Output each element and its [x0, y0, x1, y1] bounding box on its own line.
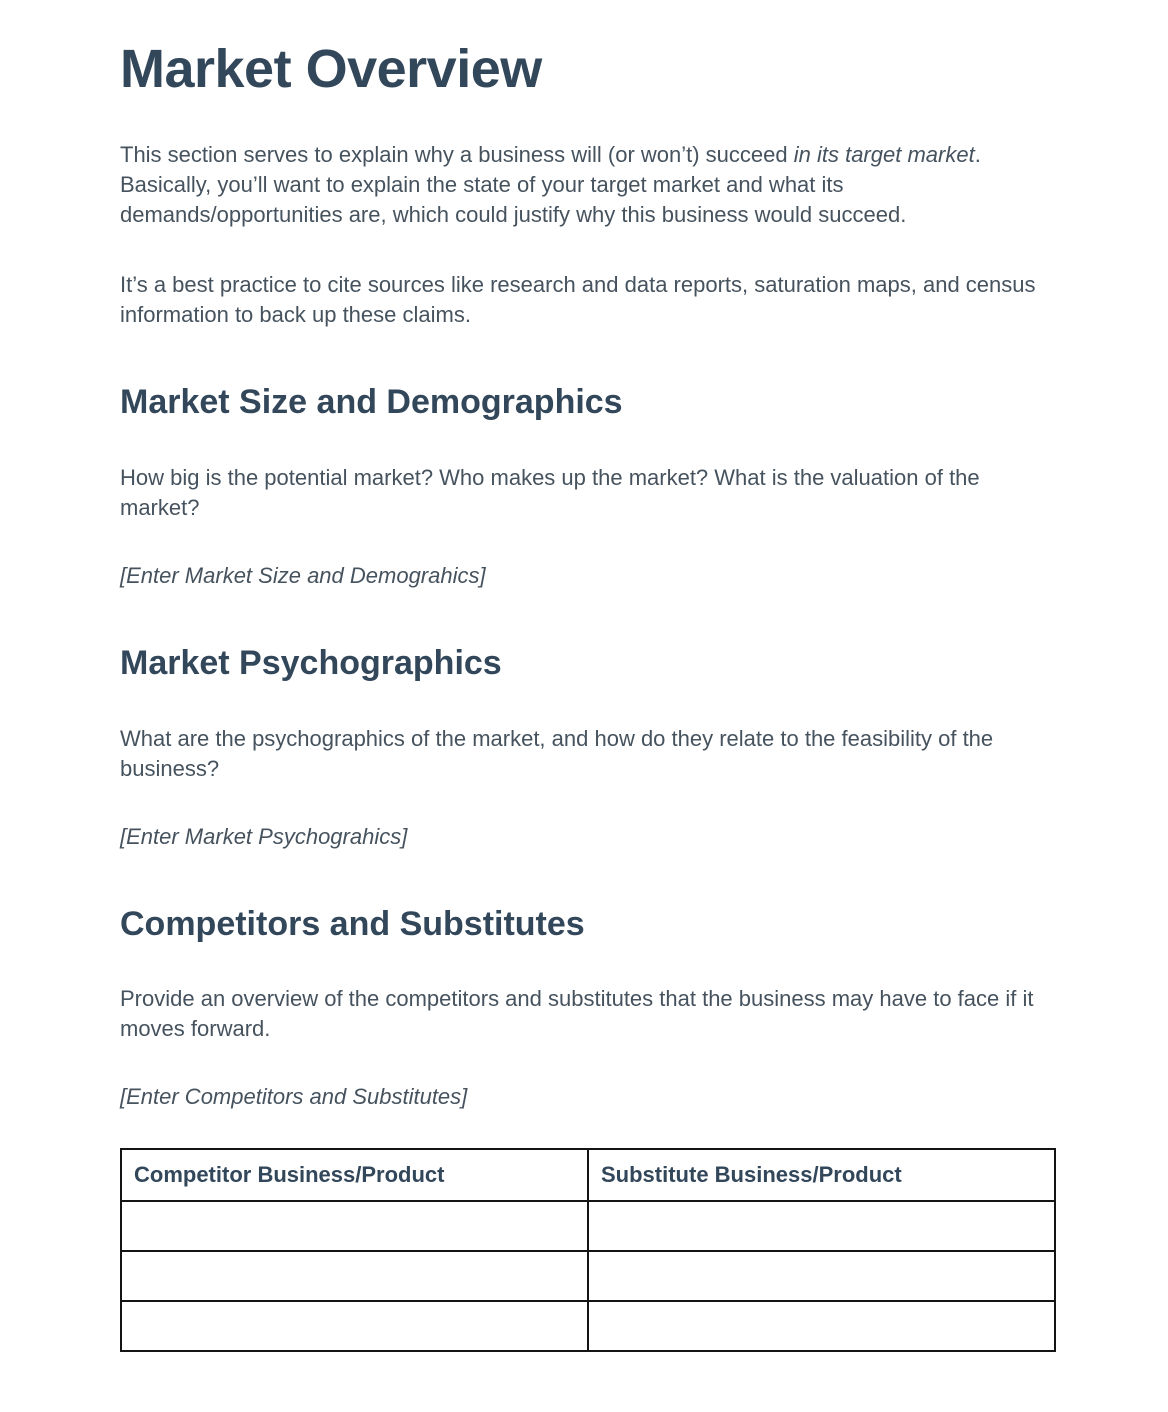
- placeholder-market-size[interactable]: [Enter Market Size and Demograhics]: [120, 562, 486, 588]
- table-empty-cell-competitor-1[interactable]: [121, 1201, 588, 1251]
- section-heading-market-size: Market Size and Demographics: [120, 383, 623, 422]
- table-empty-cell-substitute-3[interactable]: [588, 1301, 1055, 1351]
- table-empty-cell-competitor-2[interactable]: [121, 1251, 588, 1301]
- placeholder-psychographics[interactable]: [Enter Market Psychograhics]: [120, 823, 408, 849]
- competitors-substitutes-table: [120, 1148, 1056, 1352]
- table-row: [121, 1251, 1055, 1301]
- table-header-substitute: Substitute Business/Product: [588, 1149, 1055, 1201]
- section-heading-competitors: Competitors and Substitutes: [120, 904, 585, 943]
- table-row: [121, 1201, 1055, 1251]
- section-heading-psychographics: Market Psychographics: [120, 643, 502, 682]
- table-row: [121, 1301, 1055, 1351]
- intro-p1-italic-phrase: in its target market: [793, 142, 975, 168]
- table-header-competitor: Competitor Business/Product: [121, 1149, 588, 1201]
- section-body-competitors: Provide an overview of the competitors and substitutes that the business may have to face if it moves forward.: [120, 986, 1034, 1042]
- section-body-market-size: How big is the potential market? Who makes up the market? What is the valuation of the market?: [120, 464, 980, 520]
- page-title: Market Overview: [120, 39, 542, 99]
- intro-paragraph-2: It’s a best practice to cite sources like research and data reports, saturation maps, and census information to back up these claims.: [120, 272, 1036, 328]
- section-body-psychographics: What are the psychographics of the market, and how do they relate to the feasibility of the business?: [120, 725, 994, 781]
- intro-p1-rest: . Basically, you’ll want to explain the state of your target market and what its demands/opportunities are, which could justify why this business would succeed.: [120, 142, 981, 228]
- table-empty-cell-competitor-3[interactable]: [121, 1301, 588, 1351]
- intro-paragraph-1: [120, 140, 1056, 230]
- placeholder-competitors[interactable]: [Enter Competitors and Substitutes]: [120, 1084, 468, 1110]
- table-empty-cell-substitute-2[interactable]: [588, 1251, 1055, 1301]
- intro-p1-text: This section serves to explain why a business will (or won’t) succeed: [120, 142, 794, 168]
- table-header-row: [121, 1149, 1055, 1201]
- table-empty-cell-substitute-1[interactable]: [588, 1201, 1055, 1251]
